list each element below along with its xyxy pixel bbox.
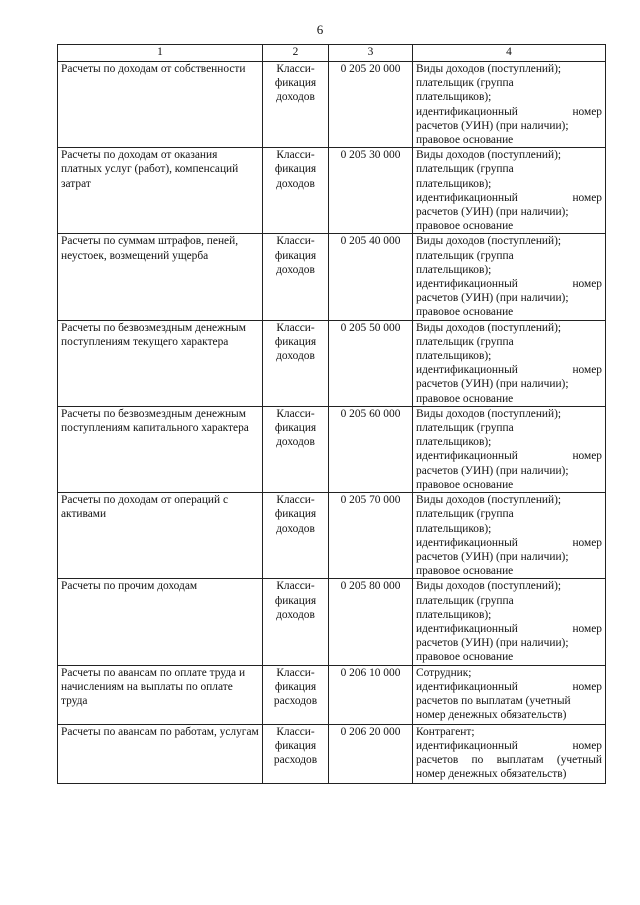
description-line: правовое основание bbox=[416, 651, 514, 664]
description-line: идентификационный номер bbox=[416, 191, 602, 204]
description-line: плательщик (группа bbox=[416, 77, 514, 90]
description-line: Виды доходов (поступлений); bbox=[416, 149, 562, 162]
description-line: плательщиков); bbox=[416, 350, 492, 363]
row-classification: Класси-фикация расходов bbox=[263, 724, 329, 783]
row-account-name: Расчеты по прочим доходам bbox=[58, 579, 263, 665]
description-line: Виды доходов (поступлений); bbox=[416, 580, 562, 593]
description-line: плательщиков); bbox=[416, 177, 492, 190]
row-analytics-description bbox=[413, 724, 606, 783]
description-line: расчетов (УИН) (при наличии); bbox=[416, 378, 569, 391]
row-account-code: 0 205 80 000 bbox=[329, 579, 413, 665]
row-analytics-description bbox=[413, 320, 606, 406]
row-account-code: 0 205 40 000 bbox=[329, 234, 413, 320]
description-line: расчетов по выплатам (учетный bbox=[416, 694, 571, 707]
description-line: правовое основание bbox=[416, 134, 514, 147]
description-line: плательщиков); bbox=[416, 436, 492, 449]
description-line: плательщик (группа bbox=[416, 163, 514, 176]
row-account-code: 0 206 10 000 bbox=[329, 665, 413, 724]
table-row bbox=[58, 148, 606, 234]
row-account-code: 0 205 20 000 bbox=[329, 62, 413, 148]
description-line: плательщик (группа bbox=[416, 249, 514, 262]
table-body bbox=[58, 62, 606, 784]
description-line: идентификационный номер bbox=[416, 680, 602, 693]
table-header-row bbox=[58, 45, 606, 62]
table-row bbox=[58, 234, 606, 320]
description-line: плательщиков); bbox=[416, 522, 492, 535]
description-line: расчетов (УИН) (при наличии); bbox=[416, 292, 569, 305]
row-account-code: 0 206 20 000 bbox=[329, 724, 413, 783]
document-table bbox=[57, 44, 606, 784]
table-row bbox=[58, 665, 606, 724]
description-line: Виды доходов (поступлений); bbox=[416, 235, 562, 248]
column-header-4: 4 bbox=[413, 45, 606, 62]
row-classification: Класси-фикация доходов bbox=[263, 320, 329, 406]
column-header-3: 3 bbox=[329, 45, 413, 62]
row-account-name: Расчеты по доходам от операций с активами bbox=[58, 493, 263, 579]
row-classification: Класси-фикация доходов bbox=[263, 62, 329, 148]
row-account-name: Расчеты по суммам штрафов, пеней, неустоек, возмещений ущерба bbox=[58, 234, 263, 320]
table-row bbox=[58, 62, 606, 148]
row-account-code: 0 205 30 000 bbox=[329, 148, 413, 234]
row-account-name: Расчеты по доходам от собственности bbox=[58, 62, 263, 148]
description-line: расчетов (УИН) (при наличии); bbox=[416, 206, 569, 219]
row-analytics-description bbox=[413, 665, 606, 724]
description-line: расчетов (УИН) (при наличии); bbox=[416, 464, 569, 477]
description-line: плательщик (группа bbox=[416, 508, 514, 521]
description-line: расчетов по выплатам (учетный bbox=[416, 753, 602, 766]
description-line: плательщик (группа bbox=[416, 422, 514, 435]
description-line: Виды доходов (поступлений); bbox=[416, 494, 562, 507]
description-line: правовое основание bbox=[416, 220, 514, 233]
description-line: номер денежных обязательств) bbox=[416, 768, 567, 781]
row-analytics-description bbox=[413, 579, 606, 665]
description-line: плательщиков); bbox=[416, 263, 492, 276]
description-line: Сотрудник; bbox=[416, 666, 472, 679]
row-classification: Класси-фикация доходов bbox=[263, 148, 329, 234]
description-line: правовое основание bbox=[416, 392, 514, 405]
description-line: правовое основание bbox=[416, 565, 514, 578]
description-line: идентификационный номер bbox=[416, 622, 602, 635]
row-analytics-description bbox=[413, 148, 606, 234]
description-line: расчетов (УИН) (при наличии); bbox=[416, 637, 569, 650]
description-line: плательщик (группа bbox=[416, 594, 514, 607]
row-account-name: Расчеты по безвозмездным денежным поступлениям текущего характера bbox=[58, 320, 263, 406]
row-account-code: 0 205 60 000 bbox=[329, 406, 413, 492]
column-header-2: 2 bbox=[263, 45, 329, 62]
row-account-name: Расчеты по доходам от оказания платных услуг (работ), компенсаций затрат bbox=[58, 148, 263, 234]
row-classification: Класси-фикация расходов bbox=[263, 665, 329, 724]
description-line: Виды доходов (поступлений); bbox=[416, 321, 562, 334]
description-line: Виды доходов (поступлений); bbox=[416, 407, 562, 420]
table-row bbox=[58, 406, 606, 492]
row-account-name: Расчеты по безвозмездным денежным поступлениям капитального характера bbox=[58, 406, 263, 492]
description-line: правовое основание bbox=[416, 306, 514, 319]
row-classification: Класси-фикация доходов bbox=[263, 234, 329, 320]
description-line: идентификационный номер bbox=[416, 278, 602, 291]
row-account-code: 0 205 50 000 bbox=[329, 320, 413, 406]
description-line: правовое основание bbox=[416, 478, 514, 491]
description-line: расчетов (УИН) (при наличии); bbox=[416, 119, 569, 132]
row-classification: Класси-фикация доходов bbox=[263, 493, 329, 579]
row-analytics-description bbox=[413, 493, 606, 579]
description-line: номер денежных обязательств) bbox=[416, 709, 567, 722]
description-line: Контрагент; bbox=[416, 725, 475, 738]
table-row bbox=[58, 493, 606, 579]
table-row bbox=[58, 724, 606, 783]
table-row bbox=[58, 579, 606, 665]
description-line: Виды доходов (поступлений); bbox=[416, 63, 562, 75]
row-account-name: Расчеты по авансам по работам, услугам bbox=[58, 724, 263, 783]
description-line: идентификационный номер bbox=[416, 739, 602, 752]
table-row bbox=[58, 320, 606, 406]
description-line: плательщик (группа bbox=[416, 335, 514, 348]
row-classification: Класси-фикация доходов bbox=[263, 579, 329, 665]
row-analytics-description bbox=[413, 406, 606, 492]
description-line: идентификационный номер bbox=[416, 105, 602, 118]
row-analytics-description bbox=[413, 62, 606, 148]
row-classification: Класси-фикация доходов bbox=[263, 406, 329, 492]
row-account-name: Расчеты по авансам по оплате труда и начислениям на выплаты по оплате труда bbox=[58, 665, 263, 724]
column-header-1: 1 bbox=[58, 45, 263, 62]
row-analytics-description bbox=[413, 234, 606, 320]
description-line: идентификационный номер bbox=[416, 364, 602, 377]
description-line: расчетов (УИН) (при наличии); bbox=[416, 550, 569, 563]
description-line: плательщиков); bbox=[416, 608, 492, 621]
page-number: 6 bbox=[316, 22, 324, 37]
description-line: идентификационный номер bbox=[416, 450, 602, 463]
row-account-code: 0 205 70 000 bbox=[329, 493, 413, 579]
description-line: плательщиков); bbox=[416, 91, 492, 104]
description-line: идентификационный номер bbox=[416, 536, 602, 549]
